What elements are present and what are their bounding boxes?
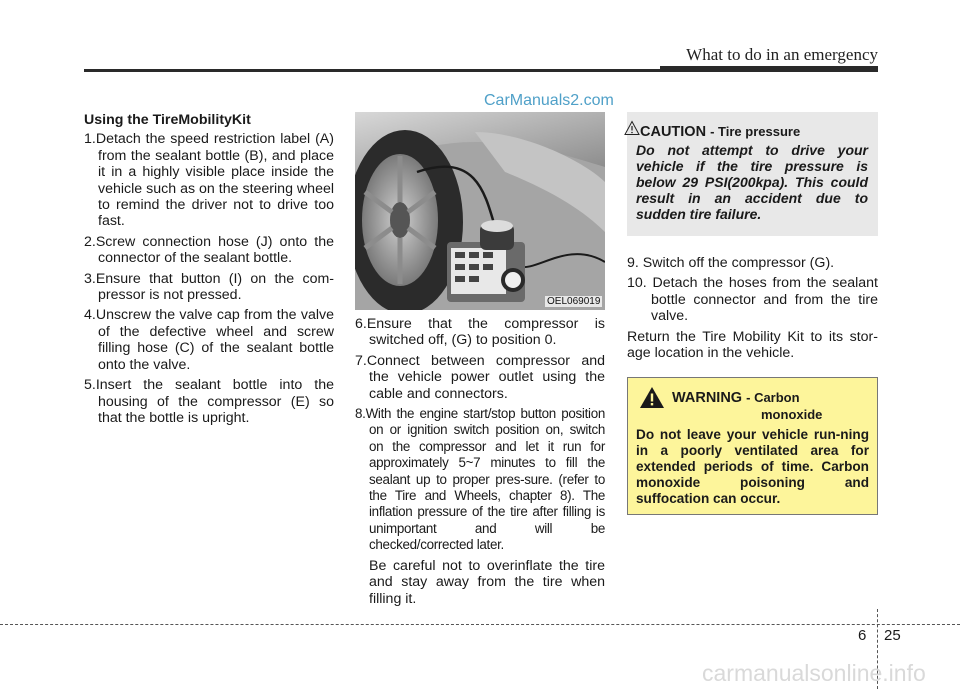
step-1: 1.Detach the speed restriction label (A) from the sealant bottle (B), and place it in a highly visible place inside the vehicle such as on the steering wheel to remind the driver not to drive too fast. [84, 131, 334, 230]
tire-mobility-kit-photo [355, 112, 605, 310]
warning-subtitle-2: monoxide [761, 407, 823, 422]
step-7: 7.Connect between compressor and the vehicle power outlet using the cable and connectors. [355, 352, 605, 402]
column-2 [355, 316, 605, 607]
caution-label: CAUTION [640, 124, 707, 140]
figure-code: OEL069019 [547, 296, 601, 307]
warning-triangle-icon [639, 386, 665, 409]
caution-subtitle: - Tire pressure [710, 124, 801, 139]
chapter-number: 6 [858, 627, 867, 644]
column-3 [627, 255, 878, 361]
watermark-top: CarManuals2.com [484, 92, 614, 109]
section-title: What to do in an emergency [686, 45, 878, 64]
warning-text: Do not leave your vehicle run-ning in a poorly ventilated area for extended periods of time. Carbon monoxide poisoning and suffocation can occur. [636, 427, 869, 506]
warning-subtitle: - Carbon [746, 390, 800, 405]
overinflate-note: Be careful not to overinflate the tire and stay away from the tire when filling it. [369, 557, 605, 607]
header-rule-thick [660, 66, 878, 72]
step-8: 8.With the engine start/stop button position on or ignition switch position on, switch on the compressor and let it run for approximately 5~7 minutes to fill the sealant up to proper pres-sure. (refer to the Tire and Wheels, chapter 8). The inflation pressure of the tire after filling is unimportant and will be checked/corrected later. [355, 406, 605, 553]
step-10: 10. Detach the hoses from the sealant bottle connector and from the tire valve. [627, 275, 878, 325]
caution-box [627, 112, 878, 236]
caution-text: Do not attempt to drive your vehicle if the tire pressure is below 29 PSI(200kpa). This could result in an accident due to sudden tire failure. [636, 142, 868, 222]
watermark-bottom: carmanualsonline.info [702, 660, 926, 686]
step-3: 3.Ensure that button (I) on the com-pressor is not pressed. [84, 270, 334, 304]
step-4: 4.Unscrew the valve cap from the valve of the defective wheel and screw filling hose (C) of the sealant bottle onto the valve. [84, 307, 334, 373]
return-kit-text: Return the Tire Mobility Kit to its stor-age location in the vehicle. [627, 328, 878, 362]
tire-compressor-illustration [355, 112, 605, 310]
warning-box [627, 377, 878, 515]
warning-label: WARNING [672, 390, 743, 406]
page-number: 25 [884, 627, 901, 644]
step-9: 9. Switch off the compressor (G). [627, 255, 835, 271]
step-5: 5.Insert the sealant bottle into the housing of the compressor (E) so that the bottle is upright. [84, 377, 334, 426]
footer-rule [0, 624, 960, 625]
caution-title [640, 124, 800, 140]
steps-list-2 [355, 316, 605, 554]
steps-list-1 [84, 131, 334, 426]
warning-title [672, 390, 800, 406]
caution-triangle-icon [624, 120, 640, 136]
step-6: 6.Ensure that the compressor is switched off, (G) to position 0. [355, 316, 605, 349]
column-1 [84, 112, 334, 430]
steps-list-3 [627, 255, 878, 325]
step-2: 2.Screw connection hose (J) onto the connector of the sealant bottle. [84, 233, 334, 267]
section-heading: Using the TireMobilityKit [84, 112, 251, 128]
